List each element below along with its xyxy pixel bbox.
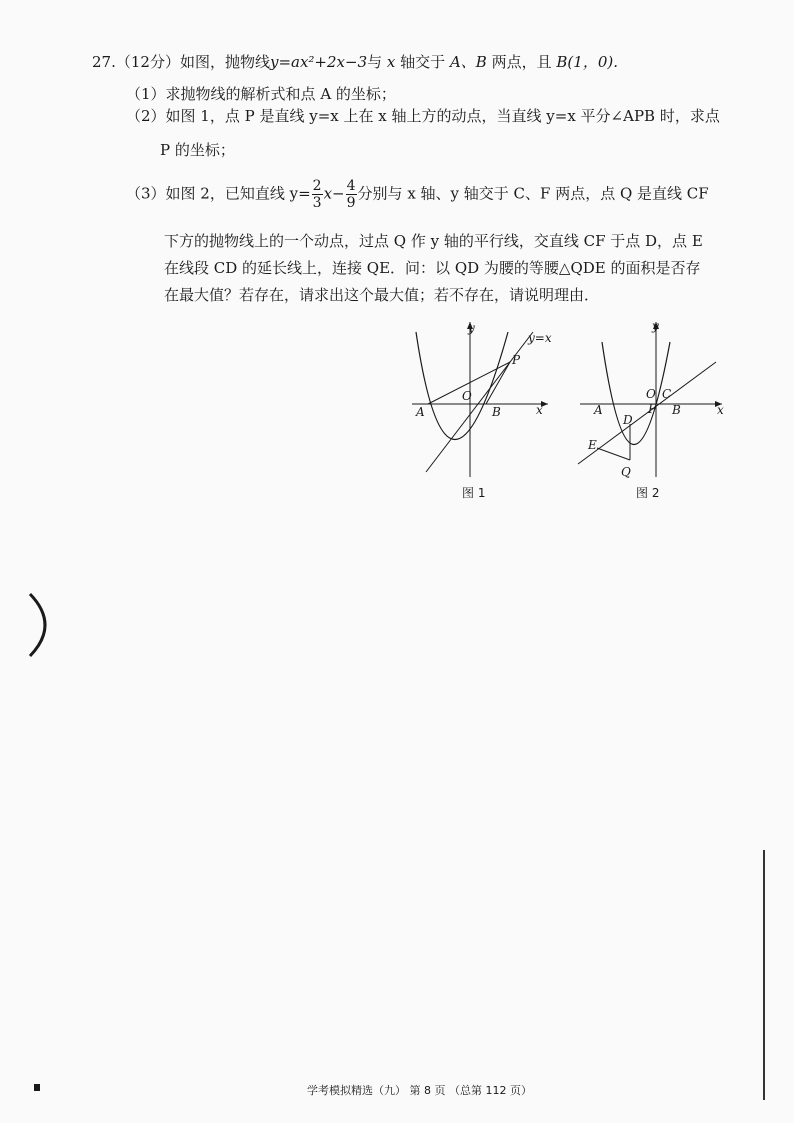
label-a: A [594, 403, 603, 417]
figure-2-caption: 图 2 [636, 486, 660, 500]
label-q: Q [621, 465, 631, 479]
figure-2 [572, 312, 732, 486]
question-number: 27. [92, 53, 116, 71]
figure-2-diagram [572, 312, 732, 482]
label-o: O [646, 387, 656, 401]
fraction-four-ninths [346, 178, 357, 211]
label-x: x [717, 403, 724, 417]
label-c: C [662, 387, 672, 401]
frac1-den: 3 [312, 195, 322, 211]
question-score: （12分） [115, 53, 180, 71]
binding-hole-mark [26, 590, 56, 660]
scan-edge-line [763, 850, 765, 1100]
label-b: B [672, 403, 681, 417]
frac2-den: 9 [346, 195, 356, 211]
page-footer: 学考模拟精选（九） 第 8 页 （总第 112 页） [307, 1084, 532, 1097]
intro-text: 如图，抛物线 [179, 53, 270, 71]
intro-text: 轴交于 [400, 53, 446, 71]
intro-text: 与 [367, 53, 383, 71]
intro-x: x [386, 53, 396, 71]
figure-1-caption: 图 1 [462, 486, 486, 500]
label-o: O [462, 389, 472, 403]
fraction-two-thirds [312, 178, 323, 211]
part-1: （1）求抛物线的解析式和点 A 的坐标； [126, 85, 396, 103]
label-p: P [512, 353, 521, 367]
figure-1-diagram [408, 312, 558, 482]
label-e: E [588, 438, 597, 452]
label-d: D [623, 413, 633, 427]
label-f: F [648, 402, 657, 416]
figure-1 [408, 312, 558, 486]
label-x: x [536, 403, 543, 417]
label-line: y=x [528, 331, 552, 345]
parabola-equation: y=ax²+2x−3 [269, 53, 368, 71]
parabola [602, 342, 670, 445]
scan-dot [34, 1084, 40, 1091]
part-3-line2: 下方的抛物线上的一个动点，过点 Q 作 y 轴的平行线，交直线 CF 于点 D，点 E [164, 232, 703, 250]
part-3-line1 [126, 178, 709, 211]
label-y: y [652, 319, 659, 333]
part-3-line3: 在线段 CD 的延长线上，连接 QE．问：以 QD 为腰的等腰△QDE 的面积是否存 [164, 259, 701, 277]
part-2-line2: P 的坐标； [160, 141, 235, 159]
label-a: A [416, 405, 425, 419]
frac2-num: 4 [346, 178, 356, 194]
question-header [92, 52, 618, 72]
part-3-mid: x− [323, 184, 345, 203]
part-3-line4: 在最大值？若存在，请求出这个最大值；若不存在，请说明理由． [164, 286, 600, 304]
frac1-num: 2 [312, 178, 322, 194]
intro-points: A、B [449, 53, 487, 71]
segment-qe [597, 448, 630, 460]
part-2-line1: （2）如图 1，点 P 是直线 y=x 上在 x 轴上方的动点，当直线 y=x 平分∠APB 时，求点 [126, 107, 720, 125]
point-b-coord: B(1，0). [556, 53, 618, 71]
part-3-prefix: （3）如图 2，已知直线 y= [126, 184, 311, 203]
part-3-post: 分别与 x 轴、y 轴交于 C、F 两点，点 Q 是直线 CF [357, 184, 709, 203]
label-y: y [468, 321, 475, 335]
label-b: B [492, 405, 501, 419]
intro-text: 两点，且 [491, 53, 552, 71]
parabola [416, 332, 508, 440]
